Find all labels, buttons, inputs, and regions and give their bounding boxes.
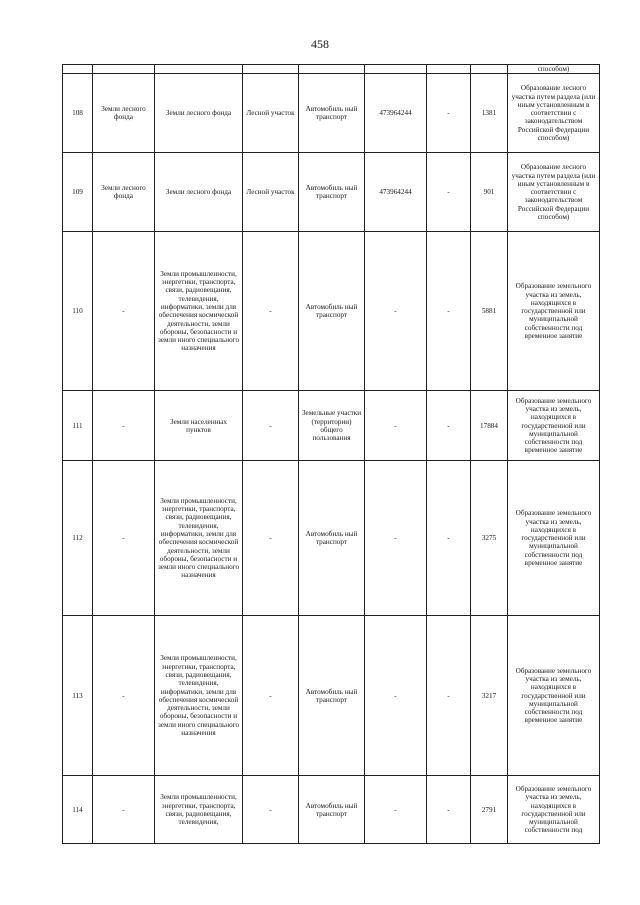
row-number: 109 [63,153,93,232]
purpose-object-cell: Автомобиль ный транспорт [299,776,365,844]
land-type-cell: - [243,776,299,844]
cadastral-cell: 473964244 [365,74,427,153]
note-cell: Образование лесного участка путем раздела (или иным установленным в соответствии с законодательством Российской Федерации способом) [508,153,600,232]
dash-cell: - [427,391,471,461]
note-cell: Образование земельного участка из земель, находящихся в государственной или муниципальной собственности под временное занятие [508,232,600,391]
table-row [63,153,600,232]
dash-cell: - [427,776,471,844]
dash-cell: - [427,232,471,391]
continuation-text: способом) [508,65,600,74]
purpose-object-cell: Автомобиль ный транспорт [299,153,365,232]
area-cell: 2791 [471,776,508,844]
area-cell: 901 [471,153,508,232]
table-row [63,74,600,153]
category-cell: - [93,391,155,461]
cadastral-cell: - [365,461,427,616]
purpose-object-cell: Автомобиль ный транспорт [299,232,365,391]
row-number: 113 [63,616,93,776]
area-cell: 5881 [471,232,508,391]
land-type-cell: Лесной участок [243,74,299,153]
area-cell: 17884 [471,391,508,461]
purpose-object-cell: Автомобиль ный транспорт [299,74,365,153]
dash-cell: - [427,153,471,232]
row-number: 108 [63,74,93,153]
area-cell: 3217 [471,616,508,776]
note-cell: Образование земельного участка из земель, находящихся в государственной или муниципальной собственности под временное занятие [508,461,600,616]
land-category-cell: Земли промышленности, энергетики, транспорта, связи, радиовещания, телевидения, информатики, земли для обеспечения космической деятельности, земли обороны, безопасности и земли иного специального назначения [155,232,243,391]
row-number: 112 [63,461,93,616]
land-category-cell: Земли промышленности, энергетики, транспорта, связи, радиовещания, телевидения, информатики, земли для обеспечения космической деятельности, земли обороны, безопасности и земли иного специального назначения [155,461,243,616]
page-number: 458 [311,37,329,51]
land-category-cell: Земли лесного фонда [155,153,243,232]
note-cell: Образование земельного участка из земель, находящихся в государственной или муниципальной собственности под временное занятие [508,391,600,461]
row-number: 114 [63,776,93,844]
table-row [63,461,600,616]
category-cell: - [93,776,155,844]
category-cell: - [93,461,155,616]
table-row [63,391,600,461]
purpose-object-cell: Автомобиль ный транспорт [299,616,365,776]
dash-cell: - [427,616,471,776]
table-row [63,776,600,844]
category-cell: Земли лесного фонда [93,74,155,153]
land-category-cell: Земли населенных пунктов [155,391,243,461]
category-cell: - [93,232,155,391]
land-category-cell: Земли промышленности, энергетики, транспорта, связи, радиовещания, телевидения, [155,776,243,844]
land-plots-table [62,64,600,844]
dash-cell: - [427,461,471,616]
note-cell: Образование лесного участка путем раздела (или иным установленным в соответствии с законодательством Российской Федерации способом) [508,74,600,153]
note-cell: Образование земельного участка из земель, находящихся в государственной или муниципальной собственности под [508,776,600,844]
cadastral-cell: - [365,616,427,776]
continuation-row [63,65,600,74]
category-cell: Земли лесного фонда [93,153,155,232]
table-row [63,232,600,391]
cadastral-cell: - [365,776,427,844]
land-type-cell: - [243,461,299,616]
land-type-cell: Лесной участок [243,153,299,232]
table-row [63,616,600,776]
land-category-cell: Земли лесного фонда [155,74,243,153]
purpose-object-cell: Автомобиль ный транспорт [299,461,365,616]
land-type-cell: - [243,232,299,391]
row-number: 110 [63,232,93,391]
row-number: 111 [63,391,93,461]
land-type-cell: - [243,391,299,461]
dash-cell: - [427,74,471,153]
category-cell: - [93,616,155,776]
cadastral-cell: 473964244 [365,153,427,232]
area-cell: 3275 [471,461,508,616]
area-cell: 1381 [471,74,508,153]
purpose-object-cell: Земельные участки (территории) общего пользования [299,391,365,461]
cadastral-cell: - [365,391,427,461]
land-type-cell: - [243,616,299,776]
cadastral-cell: - [365,232,427,391]
land-category-cell: Земли промышленности, энергетики, транспорта, связи, радиовещания, телевидения, информатики, земли для обеспечения космической деятельности, земли обороны, безопасности и земли иного специального назначения [155,616,243,776]
note-cell: Образование земельного участка из земель, находящихся в государственной или муниципальной собственности под временное занятие [508,616,600,776]
